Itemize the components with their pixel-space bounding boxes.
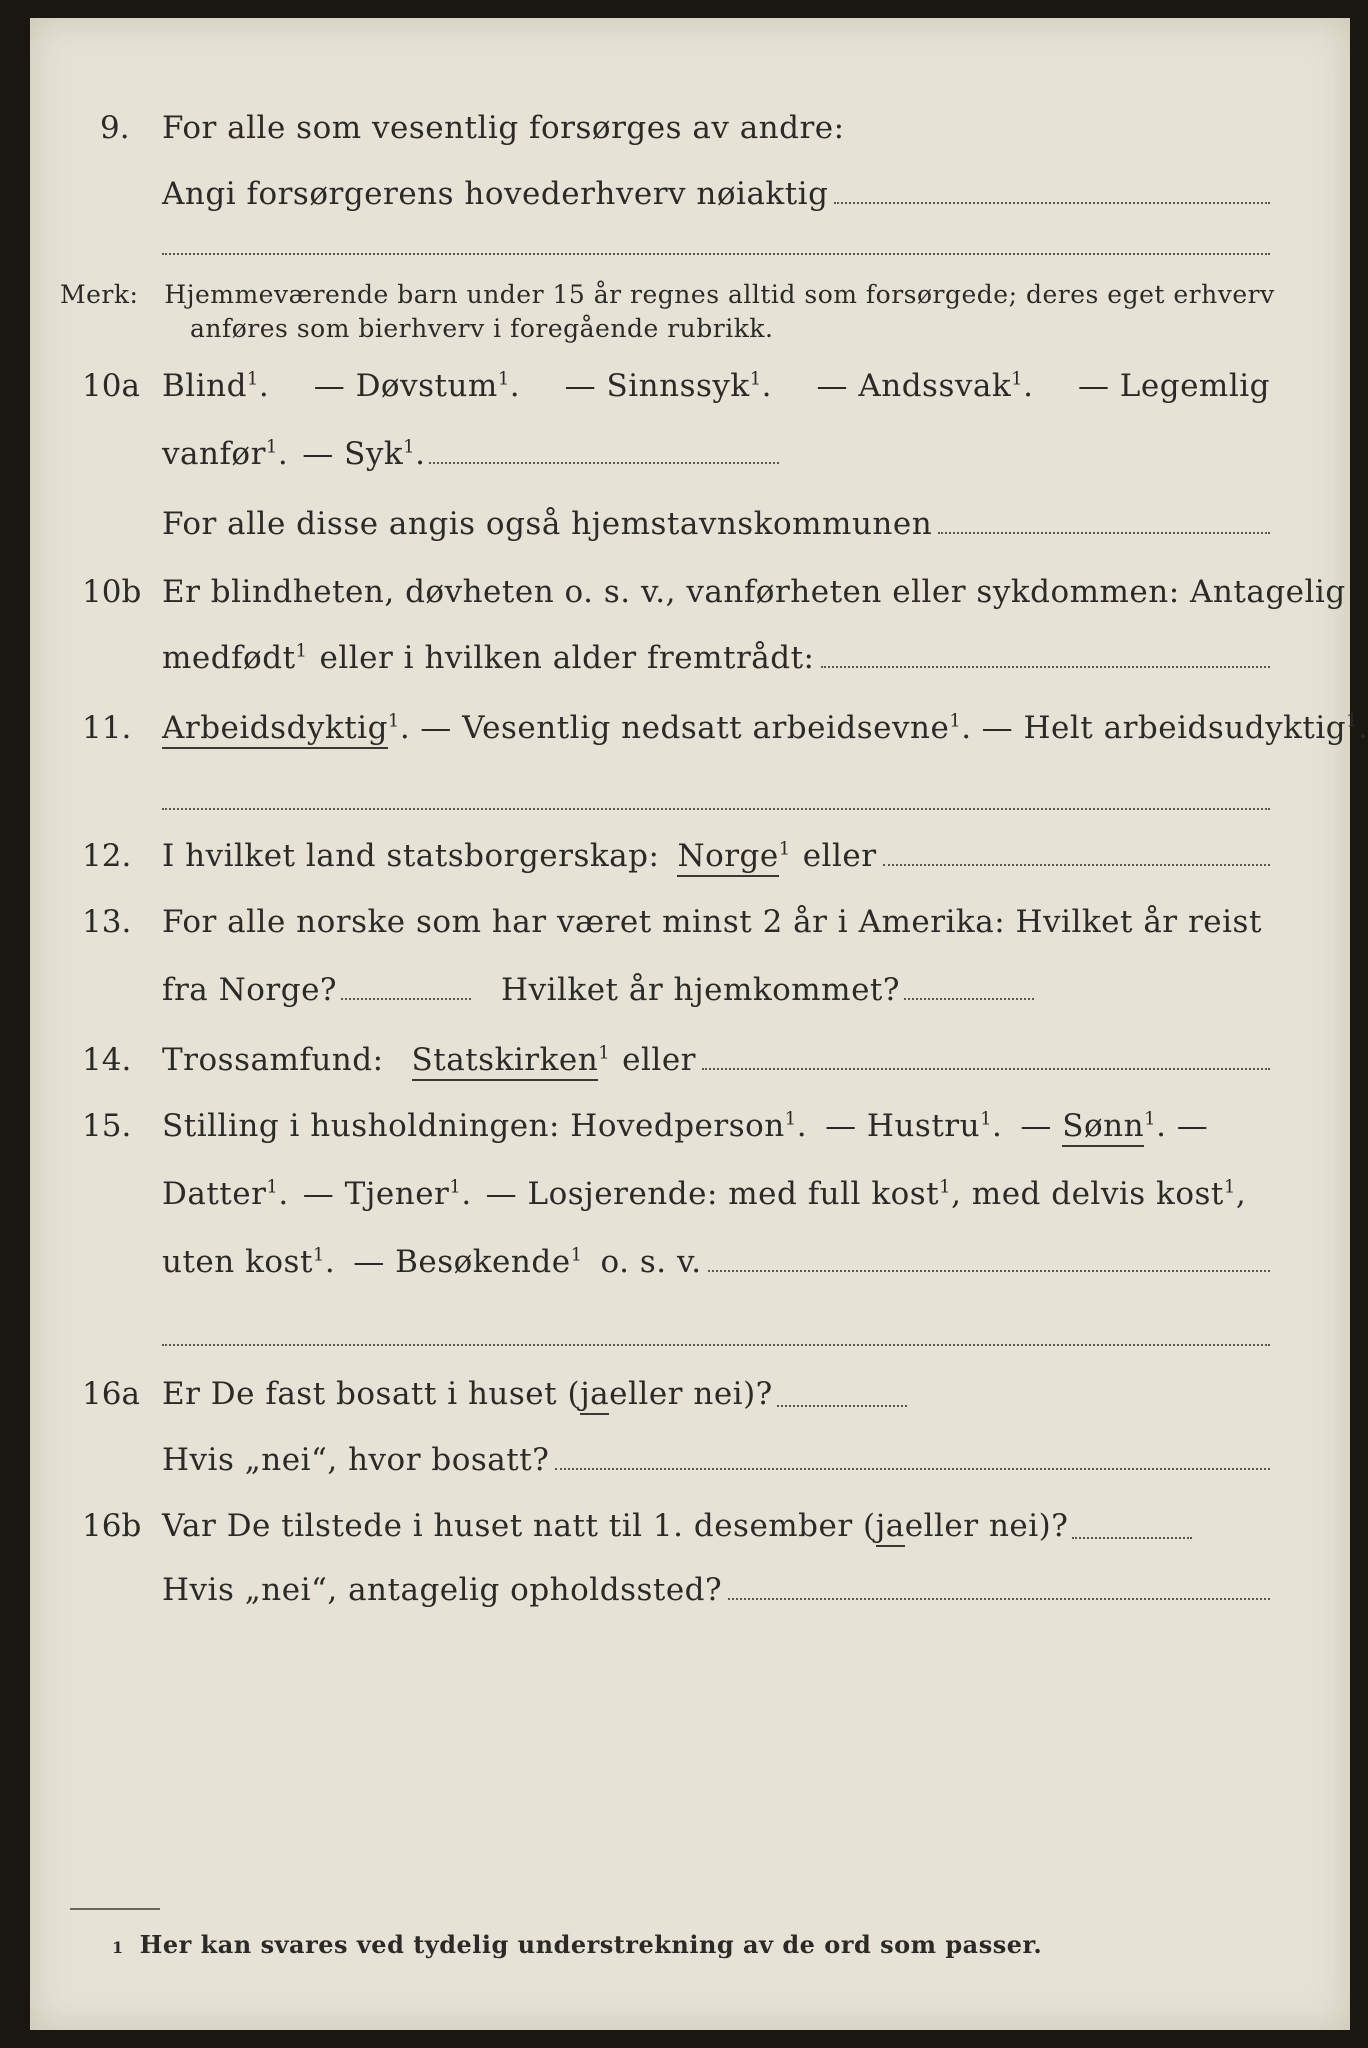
q16a-bosatt-field[interactable] <box>555 1467 1270 1470</box>
q16a-text-a: Er De fast bosatt i huset ( <box>162 1376 581 1412</box>
item-number-16b: 16b <box>82 1508 142 1544</box>
q14-line <box>162 1042 1270 1078</box>
item-number-14: 14. <box>82 1042 132 1078</box>
opt-blind: Blind$^1$. <box>162 368 270 404</box>
q10a-line2 <box>162 436 779 472</box>
q15-answer-line[interactable] <box>162 1344 1270 1346</box>
q16a-field[interactable] <box>777 1404 907 1407</box>
item-number-13: 13. <box>82 904 132 940</box>
merk-line2: anføres som bierhverv i foregående rubrikk. <box>190 314 774 343</box>
q10a-line3 <box>162 506 1270 542</box>
footnote-text: Her kan svares ved tydelig understrekning av de ord som passer. <box>139 1930 1043 1959</box>
q16a-line2 <box>162 1442 1270 1478</box>
merk-label: Merk: <box>60 280 139 309</box>
opt-hustru: — Hustru$^1$. <box>825 1108 1003 1144</box>
q12-text: I hvilket land statsborgerskap: <box>162 838 660 874</box>
q14-eller: eller <box>622 1042 696 1078</box>
q16b-line2 <box>162 1572 1270 1608</box>
q11-answer-line[interactable] <box>162 808 1270 810</box>
q14-label: Trossamfund: <box>162 1042 384 1078</box>
q11-line1 <box>162 710 1368 746</box>
q10b-line1: Er blindheten, døvheten o. s. v., vanførheten eller sykdommen: Antagelig <box>162 574 1346 610</box>
q16a-text-b: eller nei)? <box>609 1376 773 1412</box>
q9-answer-line[interactable] <box>162 253 1270 255</box>
item-number-10a: 10a <box>82 368 140 404</box>
q13-hjem-field[interactable] <box>904 997 1034 1000</box>
footnote <box>112 1930 1042 1959</box>
merk-line1: Hjemmeværende barn under 15 år regnes alltid som forsørgede; deres eget erhverv <box>164 280 1275 309</box>
q9-line2-text: Angi forsørgerens hovederhverv nøiaktig <box>162 176 829 212</box>
opt-tjener: — Tjener$^1$. <box>302 1176 472 1212</box>
q16a-line1 <box>162 1376 907 1415</box>
q16b-ja: ja <box>876 1508 905 1547</box>
opt-full-kost: — Losjerende: med full kost$^1$ <box>485 1176 952 1212</box>
q9-answer-field[interactable] <box>834 201 1270 204</box>
opt-norge: Norge$^1$ <box>677 838 790 874</box>
item-number-16a: 16a <box>82 1376 140 1412</box>
q15-line1 <box>162 1108 1208 1144</box>
q9-line2 <box>162 176 1270 212</box>
opt-udyktig: — Helt arbeidsudyktig$^1$. <box>981 710 1368 746</box>
q12-eller: eller <box>802 838 877 874</box>
opt-statskirken: Statskirken$^1$ <box>412 1042 611 1078</box>
census-form-page <box>30 18 1368 2030</box>
q14-field[interactable] <box>702 1067 1270 1070</box>
q13-fra-field[interactable] <box>341 997 471 1000</box>
q15-line2 <box>162 1176 1246 1212</box>
q16a-hvor-bosatt: Hvis „nei“, hvor bosatt? <box>162 1442 550 1478</box>
q16b-opholdssted: Hvis „nei“, antagelig opholdssted? <box>162 1572 723 1608</box>
item-number-15: 15. <box>82 1108 132 1144</box>
q10a-syk-field[interactable] <box>429 461 779 464</box>
q13-line1: For alle norske som har været minst 2 år i Amerika: Hvilket år reist <box>162 904 1262 940</box>
opt-delvis-kost: , med delvis kost$^1$, <box>951 1176 1247 1212</box>
footnote-rule <box>70 1908 160 1910</box>
opt-nedsatt: — Vesentlig nedsatt arbeidsevne$^1$. <box>420 710 972 746</box>
opt-andssvak: — Andssvak$^1$. <box>816 368 1034 404</box>
q15-line3 <box>162 1244 1270 1280</box>
q15-osv: o. s. v. <box>600 1244 702 1280</box>
opt-syk: — Syk$^1$. <box>302 436 426 472</box>
merk-note <box>60 280 1275 309</box>
q16b-line1 <box>162 1508 1192 1547</box>
q16b-field[interactable] <box>1072 1536 1192 1539</box>
opt-sinnssyk: — Sinnssyk$^1$. <box>564 368 773 404</box>
opt-sonn: — Sønn$^1$. — <box>1020 1108 1208 1144</box>
opt-dovstum: — Døvstum$^1$. <box>313 368 521 404</box>
q10b-alder-field[interactable] <box>821 665 1270 668</box>
footnote-mark: 1 <box>112 1938 124 1957</box>
q12-line <box>162 838 1270 874</box>
q12-country-field[interactable] <box>883 863 1270 866</box>
q10a-hjemstavn-field[interactable] <box>938 531 1270 534</box>
q13-hjemkommet: Hvilket år hjemkommet? <box>501 972 901 1008</box>
q16b-text-a: Var De tilstede i huset natt til 1. desember ( <box>162 1508 876 1544</box>
q16a-ja: ja <box>580 1376 609 1415</box>
q13-line2 <box>162 972 1034 1008</box>
item-number-9: 9. <box>100 110 130 146</box>
opt-arbeidsdyktig: Arbeidsdyktig$^1$. <box>162 710 410 746</box>
item-number-11: 11. <box>82 710 132 746</box>
item-number-10b: 10b <box>82 574 142 610</box>
q13-fra-norge: fra Norge? <box>162 972 338 1008</box>
opt-medfodt: medfødt$^1$ <box>162 640 308 676</box>
q15-field[interactable] <box>708 1269 1270 1272</box>
q10b-alder-text: eller i hvilken alder fremtrådt: <box>319 640 815 676</box>
opt-besokende: — Besøkende$^1$ <box>353 1244 583 1280</box>
q16b-text-b: eller nei)? <box>904 1508 1069 1544</box>
q16b-opholdssted-field[interactable] <box>728 1597 1270 1600</box>
opt-datter: Datter$^1$. <box>162 1176 289 1212</box>
opt-uten-kost: uten kost$^1$. <box>162 1244 336 1280</box>
q10b-line2 <box>162 640 1270 676</box>
q10a-line1 <box>162 368 1270 404</box>
item-number-12: 12. <box>82 838 132 874</box>
q10a-hjemstavn-text: For alle disse angis også hjemstavnskommunen <box>162 506 933 542</box>
opt-legemlig: — Legemlig <box>1077 368 1270 404</box>
opt-hovedperson: Stilling i husholdningen: Hovedperson$^1$. <box>162 1108 808 1144</box>
q9-line1: For alle som vesentlig forsørges av andre: <box>162 110 845 146</box>
opt-vanfor: vanfør$^1$. <box>162 436 289 472</box>
